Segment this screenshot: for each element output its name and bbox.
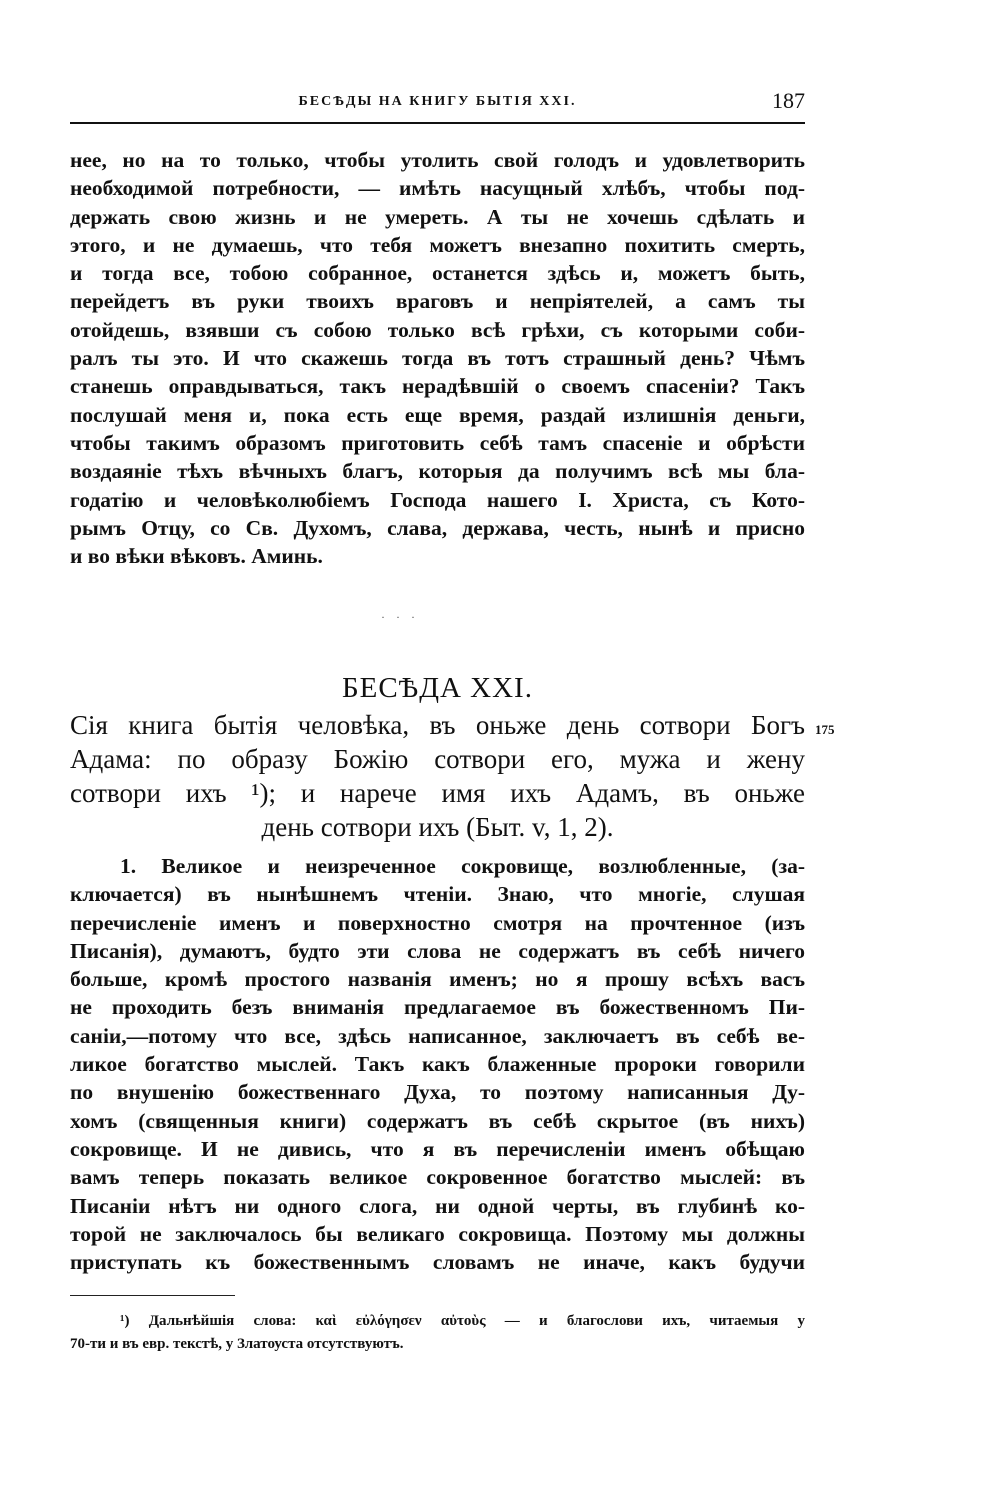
text-line: хомъ (священныя книги) содержатъ въ себѣ скрытое (въ нихъ) — [70, 1108, 805, 1133]
footnote-line: ¹) Дальнѣйшія слова: καὶ εὐλόγησεν αὐτοὺς — и благослови ихъ, читаемыя у — [120, 1313, 805, 1329]
text-line: Писаніи нѣтъ ни одного слога, ни одной черты, въ глубинѣ ко- — [70, 1193, 805, 1218]
epigraph-line: день сотвори ихъ (Быт. v, 1, 2). — [261, 812, 614, 842]
text-line: годатію и человѣколюбіемъ Господа нашего І. Христа, съ Кото- — [70, 487, 805, 512]
text-line: приступать къ божественнымъ словамъ не иначе, какъ будучи — [70, 1250, 805, 1275]
text-line: послушай меня и, пока есть еще время, раздай излишнія деньги, — [70, 402, 805, 427]
text-line: и тогда все, тобою собранное, останется здѣсь и, можетъ быть, — [70, 261, 805, 286]
text-line: и во вѣки вѣковъ. Аминь. — [70, 544, 323, 569]
text-line: не проходить безъ вниманія предлагаемое въ божественномъ Пи- — [70, 995, 805, 1020]
footnote-divider — [70, 1295, 235, 1296]
text-line: вамъ теперь показать великое сокровенное богатство мыслей: въ — [70, 1165, 805, 1190]
homily-text-block — [70, 852, 805, 1276]
epigraph-block — [70, 708, 805, 844]
section-ornament: · · · — [381, 610, 419, 624]
text-line: ключается) въ нынѣшнемъ чтеніи. Знаю, что многіе, слушая — [70, 882, 805, 907]
text-line: чтобы такимъ образомъ приготовить себѣ тамъ спасеніе и обрѣсти — [70, 430, 805, 455]
text-line: станешь оправдываться, такъ нерадѣвшій о своемъ спасеніи? Такъ — [70, 374, 805, 399]
text-line: Писанія), думаютъ, будто эти слова не содержатъ въ себѣ ничего — [70, 938, 805, 963]
text-line: торой не заключалось бы великаго сокровища. Поэтому мы должны — [70, 1221, 805, 1246]
continued-text-block — [70, 146, 805, 570]
footnote-line: 70-ти и въ евр. текстѣ, у Златоуста отсутствуютъ. — [70, 1336, 404, 1352]
text-line: воздаяніе тѣхъ вѣчныхъ благъ, которыя да получимъ всѣ мы бла- — [70, 459, 805, 484]
text-line: необходимой потребности, — имѣть насущный хлѣбъ, чтобы под- — [70, 176, 805, 201]
epigraph-line: Сія книга бытія человѣка, въ оньже день сотвори Богъ — [70, 710, 805, 740]
homily-title: БЕСѢДА XXI. — [342, 672, 533, 704]
running-title: БЕСѢДЫ НА КНИГУ БЫТІЯ XXI. — [298, 94, 577, 109]
text-line: 1. Великое и неизреченное сокровище, возлюбленные, (за- — [120, 854, 805, 878]
running-header — [70, 88, 805, 124]
text-line: сокровище. И не дивись, что я въ перечисленіи именъ обѣщаю — [70, 1136, 805, 1161]
text-line: ликое богатство мыслей. Такъ какъ блаженные пророки говорили — [70, 1052, 805, 1077]
text-line: больше, кромѣ простого названія именъ; но я прошу всѣхъ васъ — [70, 967, 805, 992]
text-line: рымъ Отцу, со Св. Духомъ, слава, держава, честь, нынѣ и присно — [70, 515, 805, 540]
text-line: держать свою жизнь и не умереть. А ты не хочешь сдѣлать и — [70, 204, 805, 229]
text-line: ралъ ты это. И что скажешь тогда въ тотъ страшный день? Чѣмъ — [70, 346, 805, 371]
text-line: по внушенію божественнаго Духа, то поэтому написанныя Ду- — [70, 1080, 805, 1105]
text-line: нее, но на то только, чтобы утолить свой голодъ и удовлетворить — [70, 148, 805, 172]
text-line: перечисленіе именъ и поверхностно смотря на прочтенное (изъ — [70, 910, 805, 935]
text-line: саніи,—потому что все, здѣсь написанное, заключаетъ въ себѣ ве- — [70, 1023, 805, 1048]
text-line: перейдетъ въ руки твоихъ враговъ и непріятелей, а самъ ты — [70, 289, 805, 314]
footnote-block — [70, 1310, 805, 1356]
page-number: 187 — [772, 88, 805, 113]
text-line: этого, и не думаешь, что тебя можетъ внезапно похитить смерть, — [70, 232, 805, 257]
epigraph-line: Адама: по образу Божію сотвори его, мужа и жену — [70, 744, 805, 774]
margin-page-reference: 175 — [815, 722, 835, 737]
epigraph-line: сотвори ихъ ¹); и нарече имя ихъ Адамъ, въ оньже — [70, 778, 805, 808]
text-line: отойдешь, взявши съ собою только всѣ грѣхи, съ которыми соби- — [70, 317, 805, 342]
